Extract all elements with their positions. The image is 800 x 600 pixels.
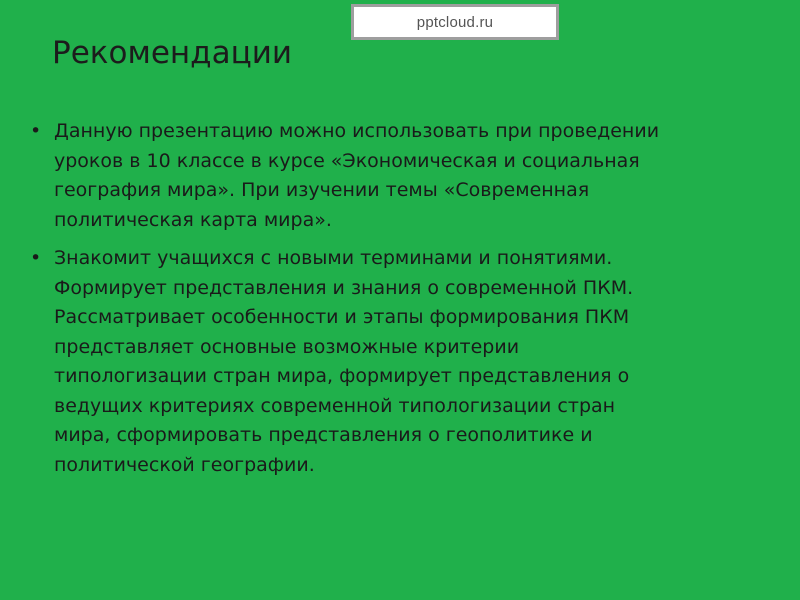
bullet-line: представляет основные возможные критерии bbox=[54, 335, 520, 358]
bullet-dot-icon: • bbox=[30, 247, 42, 269]
bullet-line: мира, сформировать представления о геополитике и bbox=[54, 424, 593, 446]
bullet-line: политической географии. bbox=[54, 453, 315, 476]
bullet-item bbox=[30, 117, 780, 235]
watermark-text: pptcloud.ru bbox=[416, 13, 494, 31]
bullet-item bbox=[30, 244, 780, 480]
bullet-line: Данную презентацию можно использовать при проведении bbox=[54, 120, 660, 142]
bullet-line: типологизации стран мира, формирует представления о bbox=[54, 365, 630, 387]
bullet-line: география мира». При изучении темы «Современная bbox=[54, 179, 590, 201]
bullet-line: ведущих критериях современной типологизации стран bbox=[54, 394, 616, 417]
bullet-list bbox=[30, 117, 780, 489]
bullet-line: политическая карта мира». bbox=[54, 208, 332, 231]
watermark-badge bbox=[351, 4, 559, 40]
bullet-line: уроков в 10 классе в курсе «Экономическая и социальная bbox=[54, 149, 640, 172]
bullet-dot-icon: • bbox=[30, 120, 42, 142]
slide-title: Рекомендации bbox=[52, 35, 293, 71]
bullet-line: Формирует представления и знания о современной ПКМ. bbox=[54, 276, 634, 299]
bullet-line: Рассматривает особенности и этапы формирования ПКМ bbox=[54, 306, 630, 328]
bullet-line: Знакомит учащихся с новыми терминами и понятиями. bbox=[54, 247, 613, 269]
